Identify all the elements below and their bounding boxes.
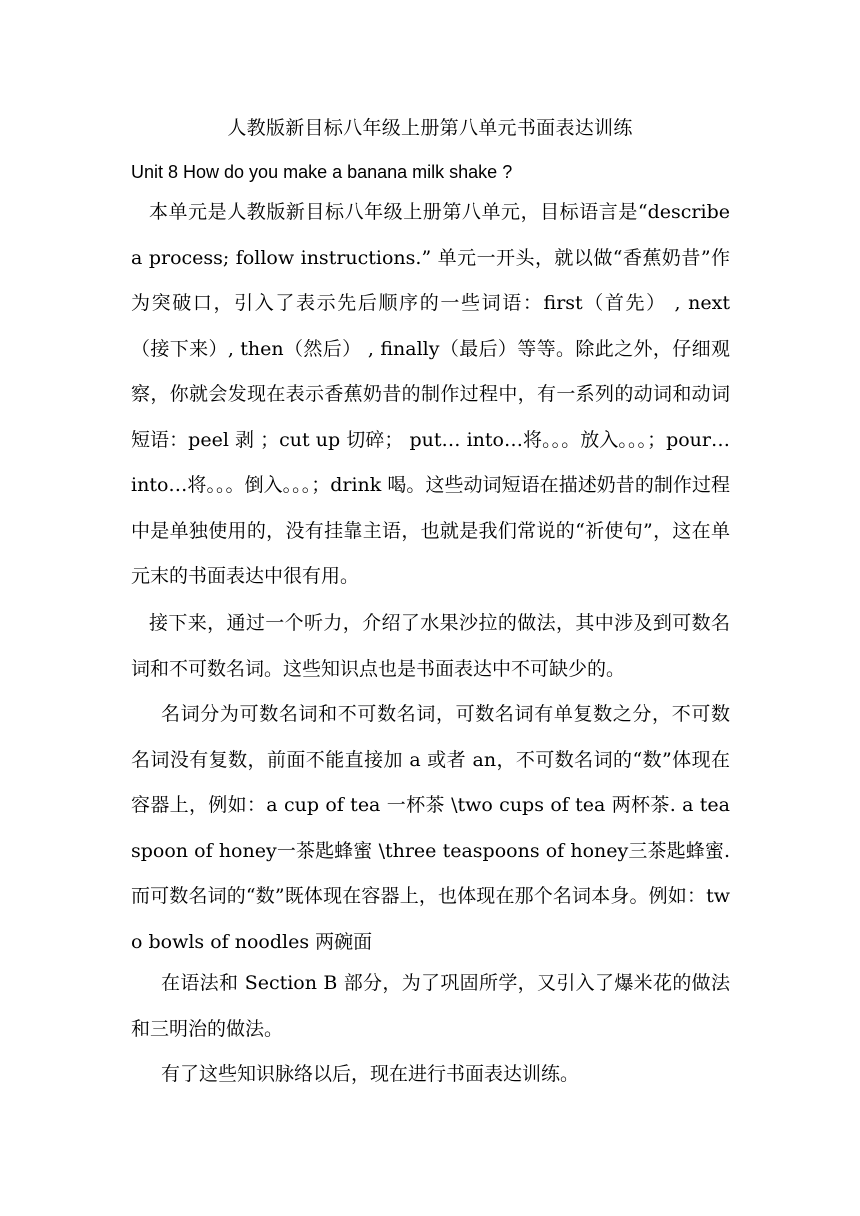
paragraph-grammar: 在语法和 Section B 部分，为了巩固所学，又引入了爆米花的做法和三明治的做法。 xyxy=(131,972,730,1040)
paragraph-conclusion: 有了这些知识脉络以后，现在进行书面表达训练。 xyxy=(161,1063,580,1085)
paragraph-nouns: 名词分为可数名词和不可数名词，可数名词有单复数之分，不可数名词没有复数，前面不能直接加 a 或者 an，不可数名词的“数”体现在容器上，例如：a cup of tea 一杯茶 \two cups of tea 两杯茶. a teaspoon of honey一茶匙蜂蜜 \three teaspoons of honey三茶匙蜂蜜. 而可数名词的“数”既体现在容器上，也体现在那个名词本身。例如：two bowls of noodles 两碗面 xyxy=(131,703,730,953)
document-subtitle: Unit 8 How do you make a banana milk shake ? xyxy=(131,162,513,182)
paragraph-intro: 本单元是人教版新目标八年级上册第八单元，目标语言是“describe a process; follow instructions.” 单元一开头，就以做“香蕉奶昔”作为突破口，引入了表示先后顺序的一些词语：first（首先） , next （接下来）, then（然后） , finally（最后）等等。除此之外，仔细观察，你就会发现在表示香蕉奶昔的制作过程中，有一系列的动词和动词短语：peel 剥 ；cut up 切碎； put… into…将。。。放入。。。；pour… into…将。。。倒入。。。；drink 喝。这些动词短语在描述奶昔的制作过程中是单独使用的，没有挂靠主语，也就是我们常说的“祈使句”，这在单元末的书面表达中很有用。 xyxy=(131,201,730,587)
paragraph-listening: 接下来，通过一个听力，介绍了水果沙拉的做法，其中涉及到可数名词和不可数名词。这些知识点也是书面表达中不可缺少的。 xyxy=(131,612,730,680)
document-title: 人教版新目标八年级上册第八单元书面表达训练 xyxy=(227,117,633,139)
